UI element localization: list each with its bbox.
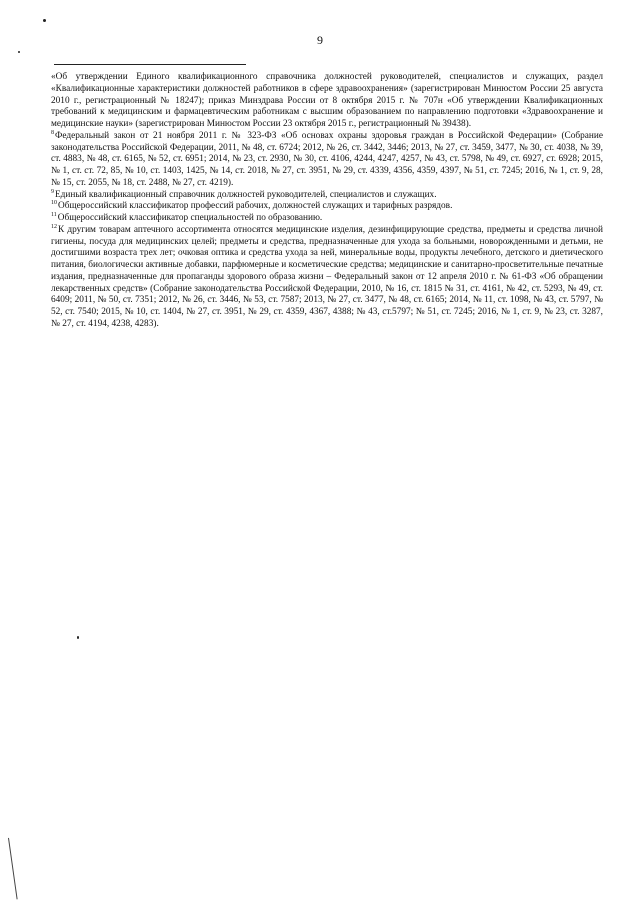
scan-speck <box>43 19 46 22</box>
footnote-mark: 11 <box>51 212 57 218</box>
footnote-text: «Об утверждении Единого квалификационного справочника должностей руководителей, специалистов и служащих, раздел «Квалификационные характеристики должностей работников в сфере здравоохранения» (зарегистрирован Минюстом России 25 августа 2010 г., регистрационный № 18247); приказ Минздрава России от 8 октября 2015 г. № 707н «Об утверждении Квалификационных требований к медицинским и фармацевтическим работникам с высшим образованием по направлению подготовки «Здравоохранение и медицинские науки» (зарегистрирован Минюстом России 23 октября 2015 г., регистрационный № 39438). <box>51 72 603 129</box>
footnote-9 <box>51 190 603 202</box>
footnote-text: Единый квалификационный справочник должностей руководителей, специалистов и служащих. <box>55 189 437 200</box>
scan-artifact-line <box>8 838 18 900</box>
footnote-text: К другим товарам аптечного ассортимента относятся медицинские изделия, дезинфицирующие средства, предметы и средства личной гигиены, посуда для медицинских целей; предметы и средства, предназначенные для ухода за больными, новорожденными и детьми, не достигшими возраста трех лет; очковая оптика и средства ухода за ней, минеральные воды, продукты лечебного, детского и диетического питания, биологически активные добавки, парфюмерные и косметические средства; медицинские и санитарно-просветительные печатные издания, предназначенные для пропаганды здорового образа жизни – Федеральный закон от 12 апреля 2010 г. № 61-ФЗ «Об обращении лекарственных средств» (Собрание законодательства Российской Федерации, 2010, № 16, ст. 1815 № 31, ст. 4161, № 42, ст. 5293, № 49, ст. 6409; 2011, № 50, ст. 7351; 2012, № 26, ст. 3446, № 53, ст. 7587; 2013, № 27, ст. 3477, № 48, ст. 6165; 2014, № 11, ст. 1098, № 43, ст. 5797, № 52, ст. 7540; 2015, № 10, ст. 1404, № 27, ст. 3951, № 29, ст. 4359, 4367, 4388; № 43, ст.5797; № 51, ст. 7245; 2016, № 1, ст. 9, № 23, ст. 3287, № 27, ст. 4194, 4238, 4283). <box>51 224 603 329</box>
footnote-mark: 9 <box>51 188 54 195</box>
footnote-text: Федеральный закон от 21 ноября 2011 г. № 323-ФЗ «Об основах охраны здоровья граждан в Российской Федерации» (Собрание законодательства Российской Федерации, 2011, № 48, ст. 6724; 2012, № 26, ст. 3442, 3446; 2013, № 27, ст. 3459, 3477, № 30, ст. 4038, № 39, ст. 4883, № 48, ст. 6165, № 52, ст. 6951; 2014, № 23, ст. 2930, № 30, ст. 4106, 4244, 4247, 4257, № 43, ст. 5798, № 49, ст. 6927, ст. 6928; 2015, № 1, ст. ст. 72, 85, № 10, ст. 1403, 1425, № 14, ст. 2018, № 27, ст. 3951, № 29, ст. 4339, 4356, 4359, 4397, № 51, ст. 7245; 2016, № 1, ст. 9, 28, № 15, ст. 2055, № 18, ст. 2488, № 27, ст. 4219). <box>51 130 603 188</box>
footnote-mark: 10 <box>51 200 57 207</box>
footnote-continuation <box>51 72 603 131</box>
footnote-12 <box>51 225 603 331</box>
scan-speck <box>18 51 20 53</box>
footnote-11 <box>51 213 603 225</box>
footnote-mark: 8 <box>51 129 54 136</box>
footnote-text: Общероссийский классификатор специальностей по образованию. <box>57 213 323 223</box>
footnotes <box>51 72 603 331</box>
footnote-text: Общероссийский классификатор профессий рабочих, должностей служащих и тарифных разрядов. <box>58 201 453 212</box>
footnote-8 <box>51 131 603 190</box>
page-number: 9 <box>317 33 323 47</box>
footnote-mark: 12 <box>51 223 57 230</box>
footnote-10 <box>51 201 603 213</box>
footnote-separator <box>54 64 246 65</box>
scan-speck <box>77 636 79 639</box>
